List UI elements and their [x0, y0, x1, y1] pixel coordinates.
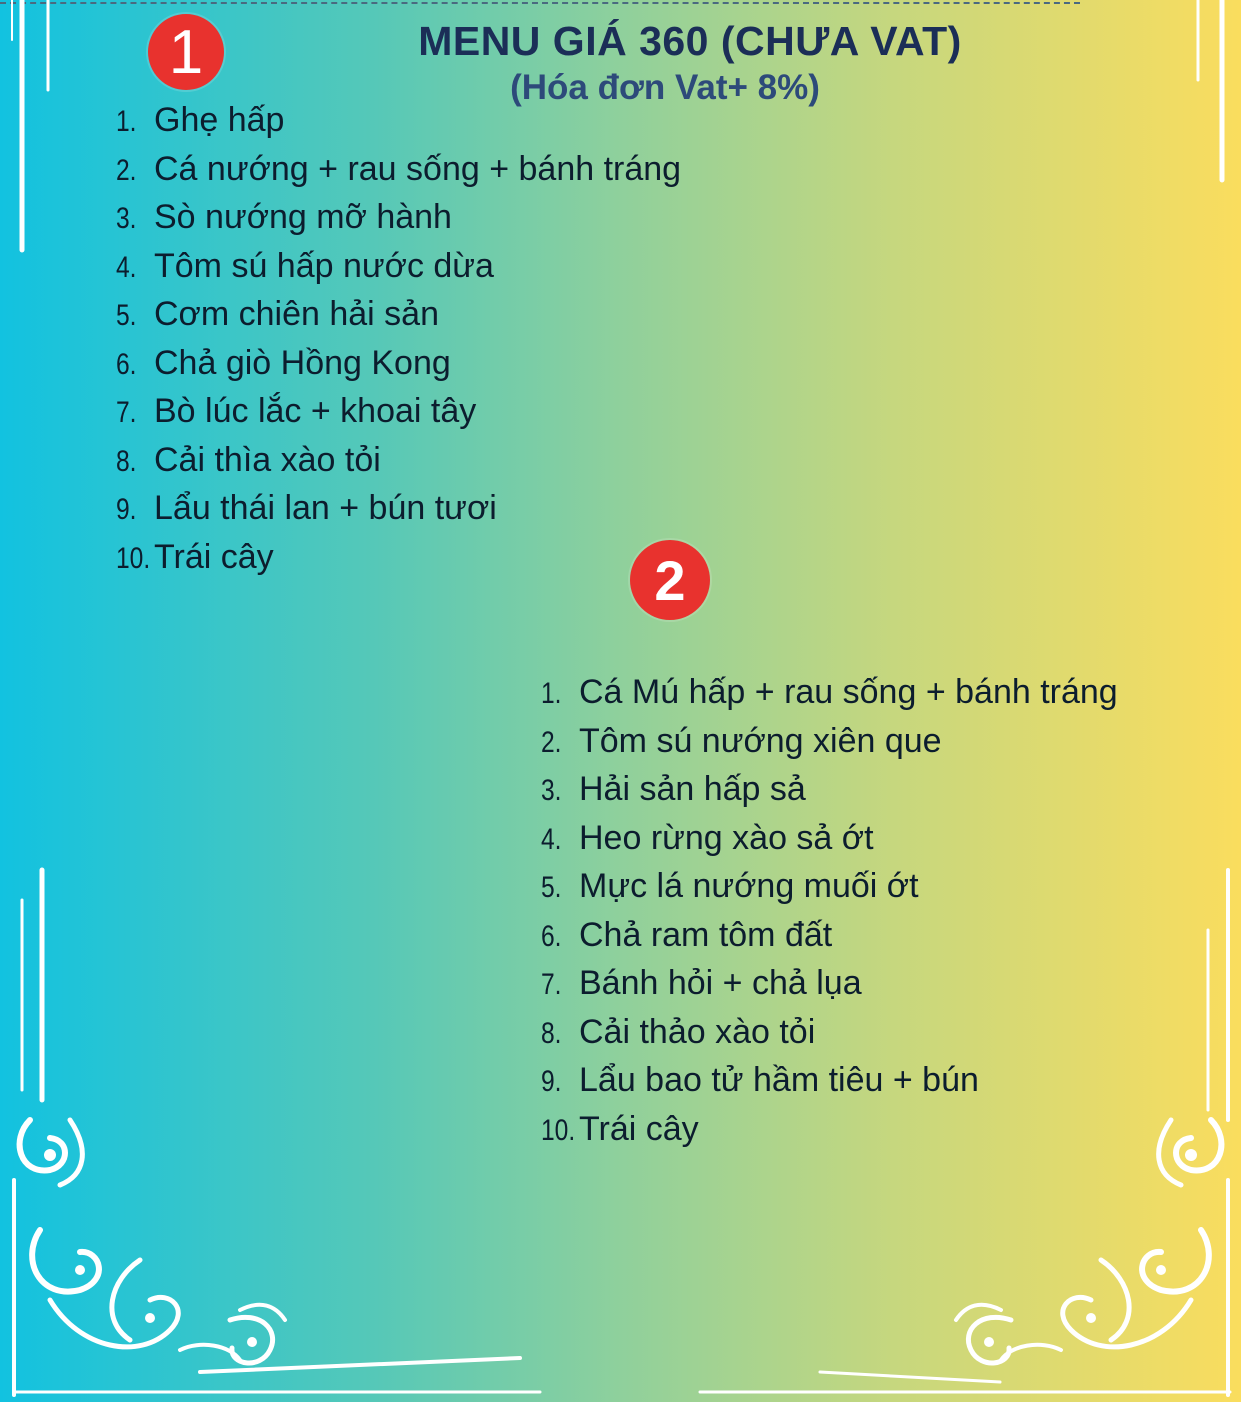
- item-number: 4.: [116, 250, 137, 284]
- item-label: Chả giò Hồng Kong: [154, 343, 451, 382]
- list-item: [116, 436, 681, 485]
- top-dashed-border: [0, 2, 1080, 4]
- item-number: 2.: [116, 153, 137, 187]
- item-number: 5.: [541, 871, 562, 904]
- list-item: [116, 339, 681, 388]
- item-number: 2.: [541, 725, 562, 759]
- list-item: [541, 1056, 1118, 1105]
- item-number: 6.: [116, 347, 137, 381]
- item-number: 8.: [541, 1016, 562, 1050]
- menu-1-list: [116, 96, 681, 581]
- page-title: MENU GIÁ 360 (CHƯA VAT): [418, 18, 962, 64]
- item-label: Heo rừng xào sả ớt: [579, 818, 874, 857]
- item-number: 7.: [541, 968, 562, 1001]
- list-item: [116, 193, 681, 242]
- item-number: 3.: [541, 774, 562, 807]
- item-label: Mực lá nướng muối ớt: [579, 867, 919, 905]
- item-number: 5.: [116, 299, 137, 332]
- list-item: [116, 484, 681, 533]
- list-item: [541, 1008, 1118, 1057]
- item-label: Cá nướng + rau sống + bánh tráng: [154, 149, 682, 188]
- item-label: Trái cây: [579, 1109, 699, 1148]
- item-number: 10.: [116, 541, 151, 575]
- page-subtitle: (Hóa đơn Vat+ 8%): [510, 68, 820, 107]
- list-item: [541, 717, 1118, 766]
- item-number: 8.: [116, 444, 137, 478]
- item-label: Hải sản hấp sả: [579, 770, 806, 808]
- item-label: Sò nướng mỡ hành: [154, 198, 452, 236]
- item-number: 1.: [116, 105, 137, 138]
- item-label: Tôm sú hấp nước dừa: [154, 246, 494, 285]
- item-number: 10.: [541, 1113, 576, 1147]
- list-item: [116, 242, 681, 291]
- item-label: Trái cây: [154, 537, 274, 576]
- menu-2-number-badge: 2: [630, 540, 710, 620]
- list-item: [541, 862, 1118, 911]
- list-item: [116, 290, 681, 339]
- item-number: 9.: [116, 493, 137, 526]
- item-label: Cải thìa xào tỏi: [154, 440, 381, 479]
- list-item: [116, 96, 681, 145]
- list-item: [541, 1105, 1118, 1154]
- item-number: 1.: [541, 677, 562, 710]
- item-label: Chả ram tôm đất: [579, 915, 833, 954]
- item-number: 3.: [116, 202, 137, 235]
- item-label: Lẩu bao tử hầm tiêu + bún: [579, 1061, 979, 1099]
- list-item: [541, 911, 1118, 960]
- item-number: 7.: [116, 396, 137, 429]
- item-number: 9.: [541, 1065, 562, 1098]
- item-label: Tôm sú nướng xiên que: [579, 721, 942, 760]
- item-number: 6.: [541, 919, 562, 953]
- menu-2-list: [541, 668, 1118, 1153]
- list-item: [116, 145, 681, 194]
- list-item: [541, 765, 1118, 814]
- item-label: Bò lúc lắc + khoai tây: [154, 392, 477, 430]
- list-item: [116, 387, 681, 436]
- menu-1-number-badge: 1: [148, 14, 224, 90]
- item-number: 4.: [541, 822, 562, 856]
- item-label: Ghẹ hấp: [154, 101, 285, 139]
- item-label: Cá Mú hấp + rau sống + bánh tráng: [579, 673, 1118, 711]
- item-label: Lẩu thái lan + bún tươi: [154, 489, 497, 527]
- list-item: [116, 533, 681, 582]
- list-item: [541, 668, 1118, 717]
- item-label: Bánh hỏi + chả lụa: [579, 964, 862, 1002]
- item-label: Cơm chiên hải sản: [154, 295, 439, 333]
- list-item: [541, 959, 1118, 1008]
- list-item: [541, 814, 1118, 863]
- item-label: Cải thảo xào tỏi: [579, 1012, 816, 1051]
